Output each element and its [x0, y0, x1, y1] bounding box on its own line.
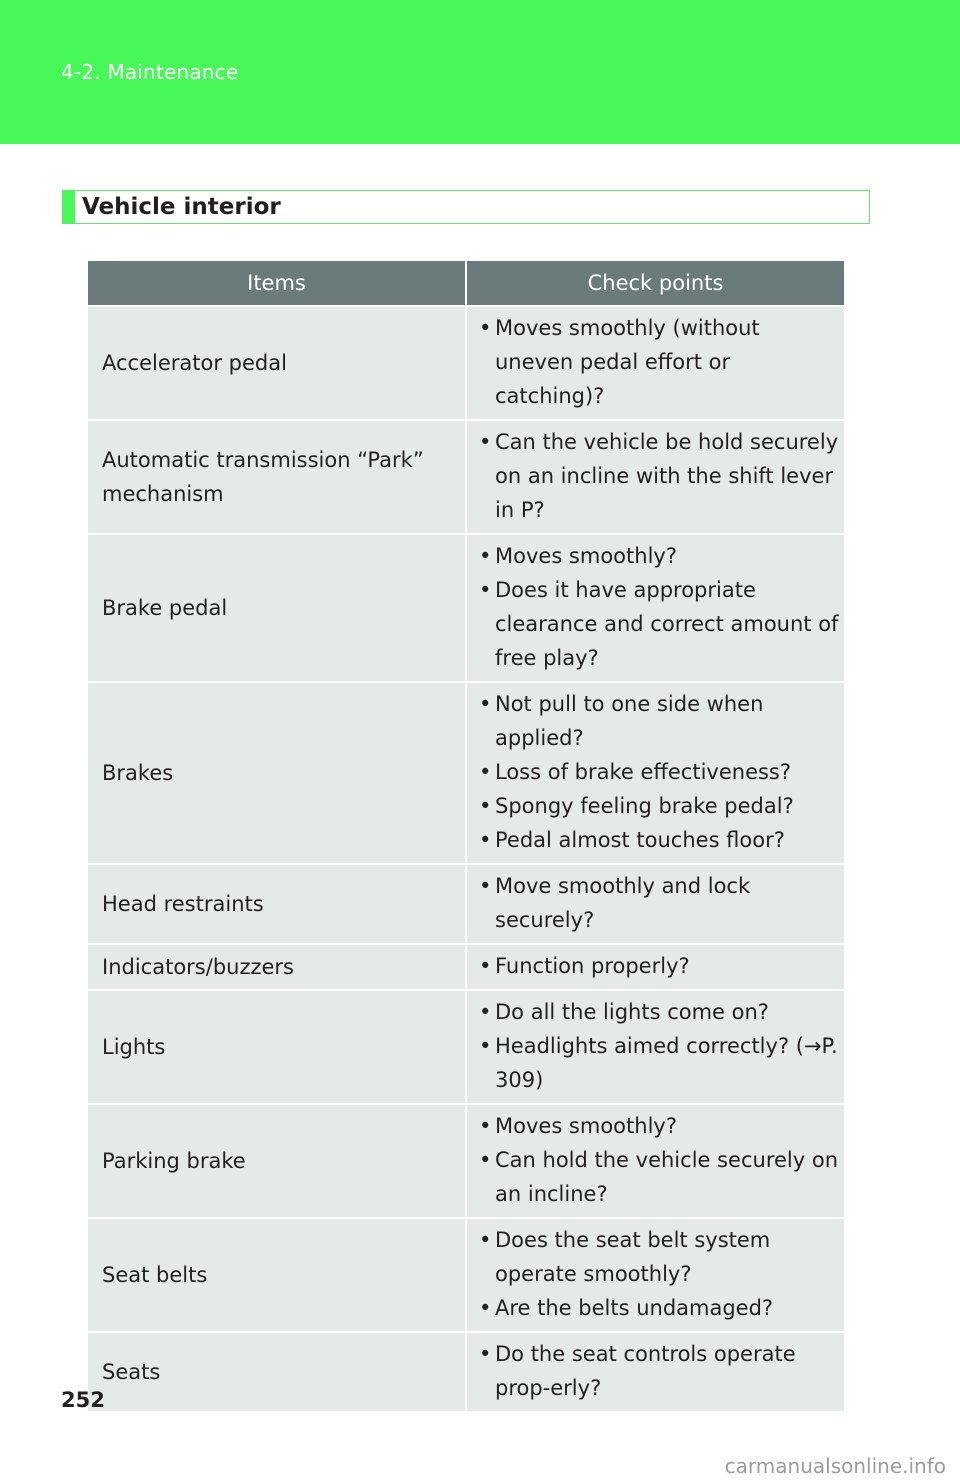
check-point: • Do the seat controls operate prop-erly?	[479, 1337, 844, 1405]
bullet-icon: •	[479, 1034, 492, 1058]
check-point: • Pedal almost touches floor?	[479, 823, 844, 857]
check-point: • Does the seat belt system operate smoothly?	[479, 1223, 844, 1291]
check-point: • Headlights aimed correctly? (→P. 309)	[479, 1029, 844, 1097]
check-points-cell	[466, 306, 844, 420]
check-points-cell	[466, 682, 844, 864]
check-points-cell	[466, 534, 844, 682]
header-band	[0, 0, 960, 144]
check-point: • Not pull to one side when applied?	[479, 687, 844, 755]
check-point: • Does it have appropriate clearance and correct amount of free play?	[479, 573, 844, 675]
check-point: • Can hold the vehicle securely on an incline?	[479, 1143, 844, 1211]
column-header-items: Items	[88, 261, 466, 306]
check-point: • Moves smoothly (without uneven pedal effort or catching)?	[479, 311, 844, 413]
check-point: • Function properly?	[479, 949, 844, 983]
check-point: • Loss of brake effectiveness?	[479, 755, 844, 789]
check-point: • Do all the lights come on?	[479, 995, 844, 1029]
bullet-icon: •	[479, 578, 492, 602]
table-row	[88, 682, 844, 864]
check-point: • Spongy feeling brake pedal?	[479, 789, 844, 823]
item-cell: Automatic transmission “Park” mechanism	[88, 420, 466, 534]
table-row	[88, 306, 844, 420]
bullet-icon: •	[479, 316, 492, 340]
bullet-icon: •	[479, 760, 492, 784]
check-point: • Can the vehicle be hold securely on an incline with the shift lever in P?	[479, 425, 844, 527]
bullet-icon: •	[479, 1114, 492, 1138]
item-cell: Brake pedal	[88, 534, 466, 682]
check-point: • Are the belts undamaged?	[479, 1291, 844, 1325]
check-points-cell	[466, 864, 844, 944]
table-header-row	[88, 261, 844, 306]
bullet-icon: •	[479, 1148, 492, 1172]
table-row	[88, 1104, 844, 1218]
table-row	[88, 534, 844, 682]
item-cell: Head restraints	[88, 864, 466, 944]
check-points-cell	[466, 1332, 844, 1412]
table-row	[88, 864, 844, 944]
section-label: 4-2. Maintenance	[61, 60, 239, 84]
page-number: 252	[61, 1388, 105, 1412]
item-cell: Parking brake	[88, 1104, 466, 1218]
check-points-cell	[466, 1104, 844, 1218]
bullet-icon: •	[479, 692, 492, 716]
table-row	[88, 990, 844, 1104]
inspection-table	[88, 261, 844, 1413]
table-row	[88, 1218, 844, 1332]
table-row	[88, 420, 844, 534]
check-points-cell	[466, 420, 844, 534]
item-cell: Lights	[88, 990, 466, 1104]
section-title-accent	[63, 191, 75, 223]
column-header-check-points: Check points	[466, 261, 844, 306]
table-row	[88, 1332, 844, 1412]
check-point: • Moves smoothly?	[479, 1109, 844, 1143]
bullet-icon: •	[479, 954, 492, 978]
check-points-cell	[466, 944, 844, 990]
bullet-icon: •	[479, 794, 492, 818]
bullet-icon: •	[479, 1342, 492, 1366]
item-cell: Accelerator pedal	[88, 306, 466, 420]
bullet-icon: •	[479, 430, 492, 454]
section-title: Vehicle interior	[82, 194, 281, 220]
bullet-icon: •	[479, 1296, 492, 1320]
table-row	[88, 944, 844, 990]
bullet-icon: •	[479, 874, 492, 898]
check-point: • Moves smoothly?	[479, 539, 844, 573]
bullet-icon: •	[479, 1000, 492, 1024]
section-title-box	[62, 190, 870, 224]
bullet-icon: •	[479, 828, 492, 852]
item-cell: Seats	[88, 1332, 466, 1412]
item-cell: Indicators/buzzers	[88, 944, 466, 990]
bullet-icon: •	[479, 1228, 492, 1252]
check-points-cell	[466, 1218, 844, 1332]
item-cell: Seat belts	[88, 1218, 466, 1332]
item-cell: Brakes	[88, 682, 466, 864]
bullet-icon: •	[479, 544, 492, 568]
check-points-cell	[466, 990, 844, 1104]
check-point: • Move smoothly and lock securely?	[479, 869, 844, 937]
watermark: carmanualsonline.info	[724, 1454, 946, 1478]
